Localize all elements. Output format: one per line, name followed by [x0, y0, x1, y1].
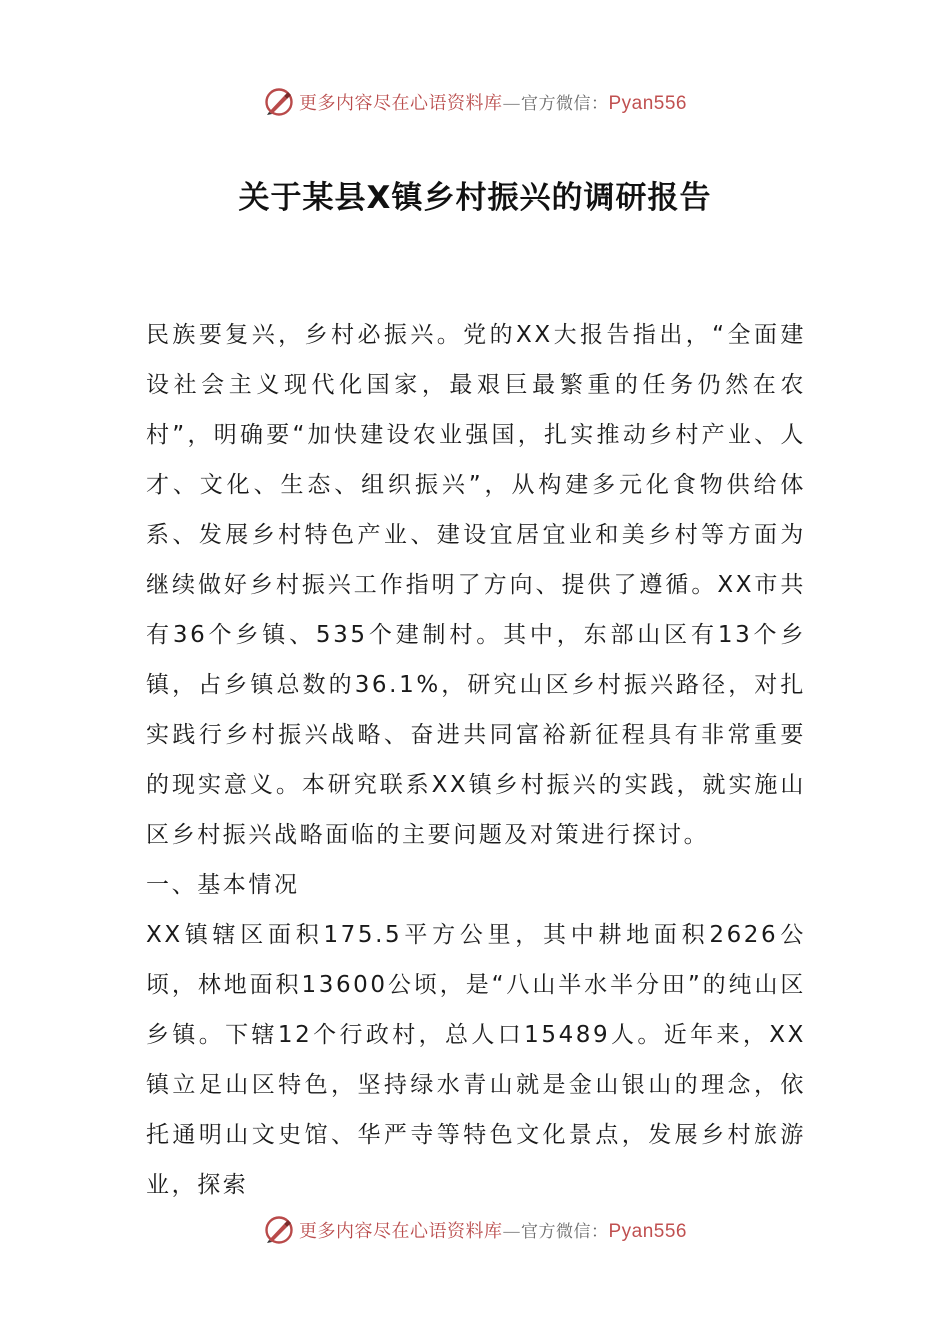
banner-wechat-id: Pyan556: [608, 1221, 687, 1242]
banner-text: [299, 1217, 687, 1243]
pen-logo-icon: [263, 1214, 295, 1246]
banner-dash: —: [502, 1221, 521, 1242]
section-1-paragraph: XX镇辖区面积175.5平方公里，其中耕地面积2626公顷，林地面积13600公顷，是“八山半水半分田”的纯山区乡镇。下辖12个行政村，总人口15489人。近年来，XX镇立足山区特色，坚持绿水青山就是金山银山的理念，依托通明山文史馆、华严寺等特色文化景点，发展乡村旅游业，探索: [146, 922, 806, 1198]
pen-logo-icon: [263, 86, 295, 118]
intro-paragraph: 民族要复兴，乡村必振兴。党的XX大报告指出，“全面建设社会主义现代化国家，最艰巨最繁重的任务仍然在农村”，明确要“加快建设农业强国，扎实推动乡村产业、人才、文化、生态、组织振兴”，从构建多元化食物供给体系、发展乡村特色产业、建设宜居宜业和美乡村等方面为继续做好乡村振兴工作指明了方向、提供了遵循。XX市共有36个乡镇、535个建制村。其中，东部山区有13个乡镇，占乡镇总数的36.1%，研究山区乡村振兴路径，对扎实践行乡村振兴战略、奋进共同富裕新征程具有非常重要的现实意义。本研究联系XX镇乡村振兴的实践，就实施山区乡村振兴战略面临的主要问题及对策进行探讨。: [146, 322, 806, 848]
document-title: 关于某县X镇乡村振兴的调研报告: [238, 180, 712, 216]
banner-main-text: 更多内容尽在心语资料库: [298, 93, 503, 114]
document-body: [146, 310, 806, 1210]
footer-watermark-banner: [0, 1210, 950, 1250]
banner-official-label: 官方微信：: [520, 1222, 609, 1242]
banner-text: [299, 89, 687, 115]
banner-wechat-id: Pyan556: [608, 93, 687, 114]
banner-official-label: 官方微信：: [520, 94, 609, 114]
banner-main-text: 更多内容尽在心语资料库: [298, 1221, 503, 1242]
header-watermark-banner: [0, 82, 950, 122]
section-heading-basic-situation: 一、基本情况: [146, 872, 300, 898]
banner-dash: —: [502, 93, 521, 114]
